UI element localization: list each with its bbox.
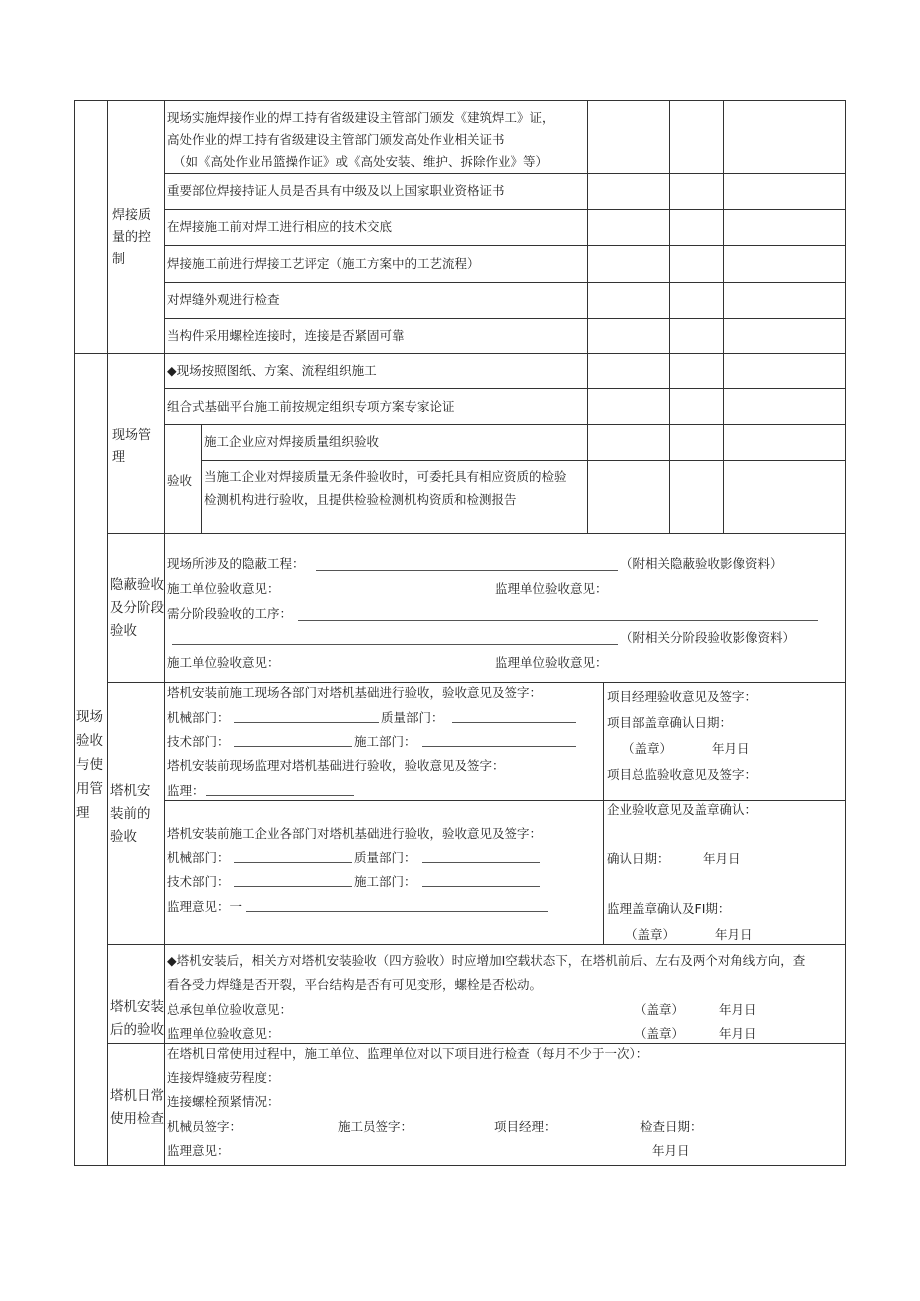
post-l4-seal: （盖章） [634, 1026, 685, 1041]
accept-label: 验收 [167, 473, 193, 488]
tech-brief-row: 在焊接施工前对焊工进行相应的技术交底 [167, 219, 393, 234]
staged-process-label: 需分阶段验收的工序： [167, 606, 293, 621]
pre-a5-supervisor-blank[interactable] [206, 795, 354, 796]
weld-cert-line2: 高处作业的焊工持有省级建设主管部门颁发高处作业相关证书 [167, 132, 505, 147]
accept-row2-line2: 检测机构进行验收，且提供检验检测机构资质和检测报告 [204, 492, 517, 507]
pre-r1: 项目经理验收意见及签字： [607, 689, 758, 704]
hidden-works-label: 现场所涉及的隐蔽工程： [167, 556, 305, 571]
post-l2: 看各受力焊缝是否开裂，平台结构是否有可见变形，螺栓是否松动。 [167, 977, 543, 992]
bolt-connection-row: 当构件采用螺栓连接时，连接是否紧固可靠 [167, 328, 405, 343]
pre-r2: 项目部盖章确认日期： [607, 715, 733, 730]
daily-label: 塔机日常使用检查 [110, 1088, 164, 1127]
section1-label: 焊接质量的控制 [112, 208, 152, 267]
daily-l4-constructor-sign: 施工员签字： [338, 1119, 414, 1134]
pre-b2-mech-blank[interactable] [234, 862, 352, 863]
weld-cert-line1: 现场实施焊接作业的焊工持有省级建设主管部门颁发《建筑焊工》证， [167, 110, 555, 125]
pre-r3-date: 年月日 [712, 741, 750, 756]
hidden-supervisor-opinion: 监理单位验收意见： [495, 581, 608, 596]
daily-l1: 在塔机日常使用过程中，施工单位、监理单位对以下项目进行检查（每月不少于一次）： [167, 1046, 649, 1061]
pre-b3-tech-blank[interactable] [234, 886, 352, 887]
pre-b3-construction-blank[interactable] [422, 886, 540, 887]
mgmt-row1: ◆现场按照图纸、方案、流程组织施工 [167, 363, 377, 378]
staged-process-blank[interactable] [298, 620, 818, 621]
pre-a2-quality-blank[interactable] [452, 722, 576, 723]
pre-a1: 塔机安装前施工现场各部门对塔机基础进行验收，验收意见及签字： [167, 685, 543, 700]
pre-b3-construction: 施工部门： [354, 874, 417, 889]
pre-label: 塔机安装前的验收 [110, 783, 151, 845]
pre-b2-quality-blank[interactable] [422, 862, 540, 863]
post-l3-seal: （盖章） [634, 1002, 685, 1017]
pre-b4: 监理意见：一 [167, 899, 243, 914]
pre-s4-date: 年月日 [715, 927, 753, 942]
mgmt-label: 现场管理 [112, 428, 152, 465]
pre-b3-tech: 技术部门： [167, 874, 230, 889]
pre-r4: 项目总监验收意见及签字： [607, 767, 758, 782]
qual-cert-row: 重要部位焊接持证人员是否具有中级及以上国家职业资格证书 [167, 183, 505, 198]
pre-a2-mech: 机械部门： [167, 710, 230, 725]
pre-b2-quality: 质量部门： [354, 850, 417, 865]
pre-a3-tech: 技术部门： [167, 734, 230, 749]
daily-l3: 连接螺栓预紧情况： [167, 1094, 280, 1109]
post-l4-label: 监理单位验收意见： [167, 1026, 280, 1041]
accept-row1: 施工企业应对焊接质量组织验收 [204, 434, 380, 449]
section2-outer-label: 现场验收与使用管理 [76, 709, 103, 821]
post-l4-date: 年月日 [719, 1026, 757, 1041]
pre-a2-quality: 质量部门： [381, 710, 444, 725]
hidden-works-blank[interactable] [316, 570, 618, 571]
daily-l5-date: 年月日 [652, 1143, 690, 1158]
hidden-contractor-opinion: 施工单位验收意见： [167, 581, 280, 596]
pre-s2-date-label: 确认日期： [607, 851, 670, 866]
daily-l4-mech-sign: 机械员签字： [167, 1119, 243, 1134]
staged-supervisor-opinion: 监理单位验收意见： [495, 655, 608, 670]
accept-row2-line1: 当施工企业对焊接质量无条件验收时，可委托具有相应资质的检验 [204, 469, 567, 484]
pre-s3: 监理盖章确认及FI期： [607, 901, 731, 916]
pre-b4-blank[interactable] [246, 911, 548, 912]
post-l3-date: 年月日 [719, 1002, 757, 1017]
pre-b2-mech: 机械部门： [167, 850, 230, 865]
pre-a3-tech-blank[interactable] [234, 746, 352, 747]
hidden-works-note: （附相关隐蔽验收影像资料） [620, 556, 783, 571]
mgmt-row2: 组合式基础平台施工前按规定组织专项方案专家论证 [167, 399, 455, 414]
pre-s1: 企业验收意见及盖章确认： [607, 802, 758, 817]
staged-contractor-opinion: 施工单位验收意见： [167, 655, 280, 670]
pre-s2-date: 年月日 [703, 851, 741, 866]
pre-s4-seal: （盖章） [625, 927, 676, 942]
daily-l4-pm: 项目经理： [494, 1119, 557, 1134]
pre-a2-mech-blank[interactable] [234, 722, 379, 723]
pre-a4: 塔机安装前现场监理对塔机基础进行验收，验收意见及签字： [167, 758, 505, 773]
pre-a5-supervisor: 监理： [167, 783, 205, 798]
daily-l2: 连接焊缝疲劳程度： [167, 1070, 280, 1085]
hidden-label: 隐蔽验收及分阶段验收 [110, 577, 164, 639]
staged-process-blank2[interactable] [172, 644, 618, 645]
weld-appearance-row: 对焊缝外观进行检查 [167, 292, 280, 307]
weld-cert-line3: （如《高处作业吊篮操作证》或《高处安装、维护、拆除作业》等） [173, 154, 549, 169]
pre-a3-construction: 施工部门： [354, 734, 417, 749]
post-label: 塔机安装后的验收 [110, 999, 164, 1038]
daily-l4-check-date: 检查日期： [640, 1119, 703, 1134]
post-l1: ◆塔机安装后，相关方对塔机安装验收（四方验收）时应增加I空载状态下，在塔机前后、左右及两个对角线方向，查 [167, 953, 806, 968]
pre-a3-construction-blank[interactable] [422, 746, 576, 747]
pre-r3-seal: （盖章） [622, 741, 673, 756]
daily-l5-supervisor: 监理意见： [167, 1143, 230, 1158]
post-l3-label: 总承包单位验收意见： [167, 1002, 293, 1017]
staged-note: （附相关分阶段验收影像资料） [620, 630, 796, 645]
pre-b1: 塔机安装前施工企业各部门对塔机基础进行验收，验收意见及签字： [167, 826, 543, 841]
weld-process-row: 焊接施工前进行焊接工艺评定（施工方案中的工艺流程） [167, 256, 480, 271]
